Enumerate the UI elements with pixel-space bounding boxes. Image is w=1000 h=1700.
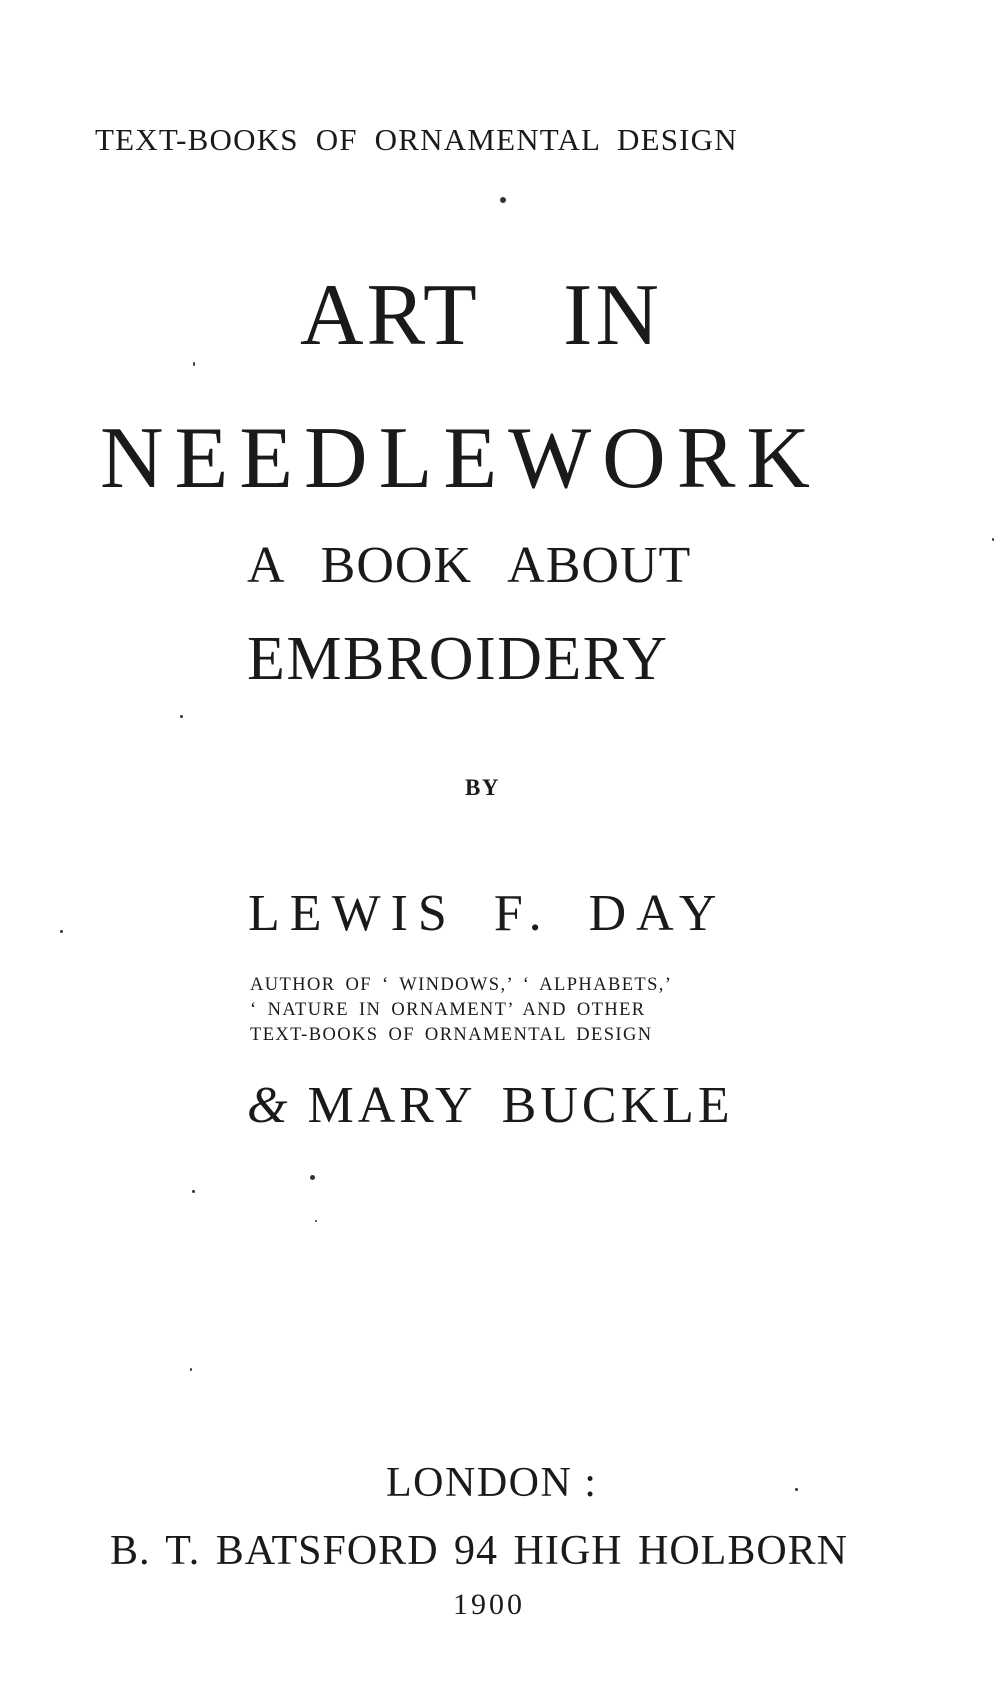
author-credits [250,973,672,1048]
credit-line-3: TEXT-BOOKS OF ORNAMENTAL DESIGN [250,1025,653,1045]
scan-speck [310,1175,315,1180]
subtitle-line-1: A BOOK ABOUT [247,537,692,594]
series-title: TEXT-BOOKS OF ORNAMENTAL DESIGN [95,122,738,157]
scan-speck [190,1368,192,1371]
credit-line-2: ‘ NATURE IN ORNAMENT’ AND OTHER [250,1000,646,1020]
scan-speck [315,1220,317,1222]
scan-speck [60,930,63,933]
publication-year: 1900 [453,1588,525,1621]
publication-place: LONDON : [386,1460,598,1506]
scan-speck [180,715,183,718]
author-mary-buckle-line [247,1077,734,1134]
author-lewis-day: LEWIS F. DAY [248,885,727,942]
publisher-address: B. T. BATSFORD 94 HIGH HOLBORN [110,1528,849,1574]
subtitle-line-2: EMBROIDERY [247,625,669,693]
ampersand: & [247,1077,292,1134]
by-label: BY [465,775,500,800]
book-title-line-2: NEEDLEWORK [100,410,821,507]
scan-speck [795,1488,798,1491]
credit-line-1: AUTHOR OF ‘ WINDOWS,’ ‘ ALPHABETS,’ [250,975,673,995]
book-title-line-1: ART IN [300,267,662,364]
author-mary-buckle: MARY BUCKLE [307,1077,734,1134]
scan-speck [500,197,506,203]
scan-speck [192,1190,195,1193]
scan-speck [193,362,195,366]
scan-speck [992,538,994,541]
